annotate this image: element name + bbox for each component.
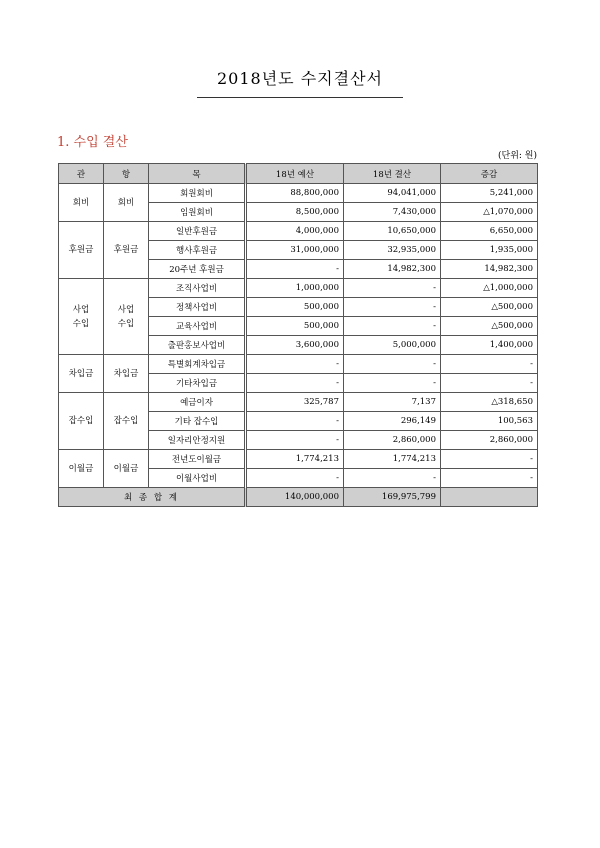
budget-cell: 4,000,000 [246, 222, 344, 241]
mok-cell: 전년도이월금 [149, 450, 246, 469]
total-row [59, 488, 538, 507]
mok-cell: 이월사업비 [149, 469, 246, 488]
income-settlement-table [58, 163, 538, 507]
actual-cell: - [344, 374, 441, 393]
actual-cell: 10,650,000 [344, 222, 441, 241]
table-header-row [59, 164, 538, 184]
mok-cell: 기타차입금 [149, 374, 246, 393]
header-hang: 항 [104, 164, 149, 184]
header-diff: 증감 [441, 164, 538, 184]
actual-cell: 32,935,000 [344, 241, 441, 260]
budget-cell: 1,774,213 [246, 450, 344, 469]
title-underline [197, 97, 403, 98]
diff-cell: 100,563 [441, 412, 538, 431]
mok-cell: 행사후원금 [149, 241, 246, 260]
diff-cell: 5,241,000 [441, 184, 538, 203]
diff-cell: △1,000,000 [441, 279, 538, 298]
budget-cell: 88,800,000 [246, 184, 344, 203]
hang-cell: 차입금 [104, 355, 149, 393]
budget-cell: 500,000 [246, 317, 344, 336]
header-mok: 목 [149, 164, 246, 184]
gwan-cell: 사업 수입 [59, 279, 104, 355]
actual-cell: - [344, 355, 441, 374]
total-label: 최 종 합 계 [59, 488, 246, 507]
actual-cell: - [344, 298, 441, 317]
actual-cell: - [344, 469, 441, 488]
actual-cell: 5,000,000 [344, 336, 441, 355]
diff-cell: 6,650,000 [441, 222, 538, 241]
budget-cell: 1,000,000 [246, 279, 344, 298]
unit-note: (단위: 원) [498, 151, 537, 161]
header-actual: 18년 결산 [344, 164, 441, 184]
diff-cell: - [441, 450, 538, 469]
table-row [59, 184, 538, 203]
diff-cell: 1,400,000 [441, 336, 538, 355]
budget-cell: - [246, 431, 344, 450]
hang-cell: 후원금 [104, 222, 149, 279]
budget-cell: 31,000,000 [246, 241, 344, 260]
mok-cell: 조직사업비 [149, 279, 246, 298]
diff-cell: △1,070,000 [441, 203, 538, 222]
total-budget: 140,000,000 [246, 488, 344, 507]
mok-cell: 정책사업비 [149, 298, 246, 317]
diff-cell: △318,650 [441, 393, 538, 412]
budget-cell: 500,000 [246, 298, 344, 317]
mok-cell: 기타 잡수입 [149, 412, 246, 431]
gwan-cell: 후원금 [59, 222, 104, 279]
table-row [59, 393, 538, 412]
budget-cell: 3,600,000 [246, 336, 344, 355]
actual-cell: 296,149 [344, 412, 441, 431]
hang-cell: 사업 수입 [104, 279, 149, 355]
diff-cell: - [441, 469, 538, 488]
mok-cell: 예금이자 [149, 393, 246, 412]
diff-cell: - [441, 355, 538, 374]
document-title: 2018년도 수지결산서 [217, 69, 383, 88]
gwan-cell: 차입금 [59, 355, 104, 393]
diff-cell: 2,860,000 [441, 431, 538, 450]
gwan-cell: 잡수입 [59, 393, 104, 450]
mok-cell: 교육사업비 [149, 317, 246, 336]
diff-cell: 14,982,300 [441, 260, 538, 279]
actual-cell: - [344, 317, 441, 336]
diff-cell: △500,000 [441, 298, 538, 317]
diff-cell: △500,000 [441, 317, 538, 336]
budget-cell: - [246, 355, 344, 374]
budget-cell: 8,500,000 [246, 203, 344, 222]
section-heading: 1. 수입 결산 [57, 135, 128, 150]
actual-cell: 1,774,213 [344, 450, 441, 469]
budget-cell: - [246, 374, 344, 393]
hang-cell: 이월금 [104, 450, 149, 488]
table-row [59, 222, 538, 241]
mok-cell: 일자리안정지원 [149, 431, 246, 450]
mok-cell: 회원회비 [149, 184, 246, 203]
mok-cell: 20주년 후원금 [149, 260, 246, 279]
header-budget: 18년 예산 [246, 164, 344, 184]
gwan-cell: 이월금 [59, 450, 104, 488]
actual-cell: 94,041,000 [344, 184, 441, 203]
budget-cell: - [246, 412, 344, 431]
actual-cell: 14,982,300 [344, 260, 441, 279]
actual-cell: 7,137 [344, 393, 441, 412]
table-row [59, 279, 538, 298]
total-actual: 169,975,799 [344, 488, 441, 507]
budget-cell: 325,787 [246, 393, 344, 412]
mok-cell: 일반후원금 [149, 222, 246, 241]
table-row [59, 355, 538, 374]
mok-cell: 출판홍보사업비 [149, 336, 246, 355]
actual-cell: 7,430,000 [344, 203, 441, 222]
mok-cell: 임원회비 [149, 203, 246, 222]
actual-cell: 2,860,000 [344, 431, 441, 450]
hang-cell: 회비 [104, 184, 149, 222]
budget-cell: - [246, 260, 344, 279]
actual-cell: - [344, 279, 441, 298]
budget-cell: - [246, 469, 344, 488]
diff-cell: 1,935,000 [441, 241, 538, 260]
table-row [59, 450, 538, 469]
hang-cell: 잡수입 [104, 393, 149, 450]
mok-cell: 특별회계차입금 [149, 355, 246, 374]
diff-cell: - [441, 374, 538, 393]
gwan-cell: 회비 [59, 184, 104, 222]
total-diff [441, 488, 538, 507]
header-gwan: 관 [59, 164, 104, 184]
